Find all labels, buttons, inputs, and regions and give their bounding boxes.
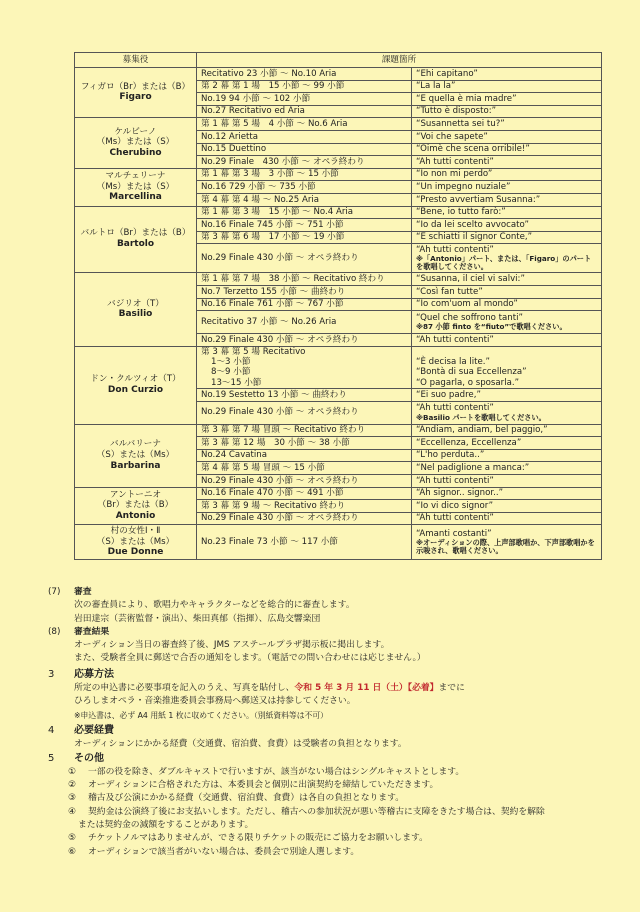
table-row: No.19 94 小節 ～ 102 小節 “E quella è mia madre” (75, 93, 602, 106)
role-bartolo: バルトロ（Br）または（B） Bartolo (75, 206, 197, 273)
deadline-date: 令和 5 年 3 月 11 日（土）【必着】 (294, 683, 439, 694)
table-row: No.19 Sestetto 13 小節 ～ 曲終わり “Ei suo padre,” (75, 388, 602, 401)
section-judging: (7) 審査 (48, 587, 92, 597)
role-antonio: アントーニオ （Br）または（B） Antonio (75, 487, 197, 525)
list-item: ③ 稽古及び公演にかかる経費（交通費、宿泊費、食費）は各自の負担となります。 (68, 793, 404, 804)
note-bartolo: ※「Antonio」パート、または、「Figaro」のパートを歌唱してください。 (416, 254, 592, 272)
table-row: 村の女性Ⅰ・Ⅱ （S）または（Ms） Due Donne No.23 Finale 73 小節 ～ 117 小節 “Amanti costanti” ※オーディションの際、上声部歌唱か、下声部歌唱かを示唆され、歌唱ください。 (75, 525, 602, 560)
table-row: No.29 Finale 430 小節 ～ オペラ終わり “Ah tutti contenti” ※「Antonio」パート、または、「Figaro」のパートを歌唱してください。 (75, 244, 602, 273)
role-cherubino: ケルビーノ （Ms）または（S） Cherubino (75, 118, 197, 168)
role-figaro: フィガロ（Br）または（B） Figaro (75, 68, 197, 118)
note-don-curzio: ※Basilio パートを歌唱してください。 (416, 412, 546, 422)
role-due-donne: 村の女性Ⅰ・Ⅱ （S）または（Ms） Due Donne (75, 525, 197, 560)
table-row: No.12 Arietta “Voi che sapete” (75, 130, 602, 143)
list-item: ⑥ オーディションで該当者がいない場合は、委員会で別途人選します。 (68, 846, 360, 857)
list-item: ④ 契約金は公演終了後にお支払いします。ただし、稽古への参加状況が悪い等稽古に支障をきたす場合は、契約を解除 (68, 806, 545, 817)
table-row: Recitativo 37 小節 ～ No.26 Aria “Quel che soffrono tanti” ※87 小節 finto を“fiuto”で歌唱ください。 (75, 311, 602, 334)
audition-role-table (74, 52, 602, 560)
table-row: バルバリーナ （S）または（Ms） Barbarina 第 3 幕 第 7 場 冒頭 ～ Recitativo 終わり “Andiam, andiam, bel paggio,” (75, 424, 602, 437)
table-row: ケルビーノ （Ms）または（S） Cherubino 第 1 幕 第 5 場 4 小節 ～ No.6 Aria “Susannetta sei tu?” (75, 118, 602, 131)
table-row: No.29 Finale 430 小節 ～ オペラ終わり “Ah tutti contenti” (75, 512, 602, 525)
note-due-donne: ※オーディションの際、上声部歌唱か、下声部歌唱かを示唆され、歌唱ください。 (416, 538, 595, 556)
table-row: 第 4 幕 第 4 場 ～ No.25 Aria “Presto avvertiam Susanna:” (75, 193, 602, 206)
list-item: ① 一部の役を除き、ダブルキャストで行いますが、該当がない場合はシングルキャストとします。 (68, 766, 465, 777)
note-basilio: ※87 小節 finto を“fiuto”で歌唱ください。 (416, 322, 567, 332)
table-row: バルトロ（Br）または（B） Bartolo 第 1 幕 第 3 場 15 小節 ～ No.4 Aria “Bene, io tutto farò:” (75, 206, 602, 219)
table-row: バジリオ（T） Basilio 第 1 幕 第 7 場 38 小節 ～ Recitativo 終わり “Susanna, il ciel vi salvi:” (75, 273, 602, 286)
table-row: 第 3 幕 第 9 場 ～ Recitativo 終わり “Io vi dico signor” (75, 500, 602, 513)
table-row: No.29 Finale 430 小節 ～ オペラ終わり “Ah tutti contenti” ※Basilio パートを歌唱してください。 (75, 401, 602, 424)
section-expenses: 4 必要経費 (48, 724, 114, 736)
table-header-row (75, 53, 602, 68)
table-row: No.16 729 小節 ～ 735 小節 “Un impegno nuziale” (75, 181, 602, 194)
role-barbarina: バルバリーナ （S）または（Ms） Barbarina (75, 424, 197, 487)
role-basilio: バジリオ（T） Basilio (75, 273, 197, 346)
table-row: No.15 Duettino “Oimè che scena orribile!” (75, 143, 602, 156)
list-item: ② オーディションに合格された方は、本委員会と個別に出演契約を締結していただきます。 (68, 780, 439, 791)
section-other: 5 その他 (48, 752, 104, 764)
table-row: フィガロ（Br）または（B） Figaro Recitativo 23 小節 ～ No.10 Aria “Ehi capitano” (75, 68, 602, 81)
table-row: No.27 Recitativo ed Aria “Tutto è disposto:” (75, 105, 602, 118)
list-item: ⑤ チケットノルマはありませんが、できる限りチケットの販売にご協力をお願いします。 (68, 833, 428, 844)
table-row: No.24 Cavatina “L'ho perduta..” (75, 449, 602, 462)
table-row: No.16 Finale 745 小節 ～ 751 小節 “Io da lei scelto avvocato” (75, 219, 602, 232)
table-row: 第 2 幕 第 1 場 15 小節 ～ 99 小節 “La la la” (75, 80, 602, 93)
table-row: No.29 Finale 430 小節 ～ オペラ終わり “Ah tutti contenti” (75, 334, 602, 347)
section-application: 3 応募方法 (48, 668, 114, 680)
list-item-continuation: または契約金の減額をすることがあります。 (78, 820, 254, 831)
section-results: (8) 審査結果 (48, 626, 110, 637)
table-row: No.29 Finale 430 小節 ～ オペラ終わり “Ah tutti contenti” (75, 156, 602, 169)
table-row: 第 3 幕 第 12 場 30 小節 ～ 38 小節 “Eccellenza, Eccellenza” (75, 437, 602, 450)
table-row: 第 4 幕 第 5 場 冒頭 ～ 15 小節 “Nel padiglione a manca:” (75, 462, 602, 475)
table-row: アントーニオ （Br）または（B） Antonio No.16 Finale 470 小節 ～ 491 小節 “Ah signor.. signor..” (75, 487, 602, 500)
header-passage: 課題箇所 (197, 53, 602, 68)
role-marcellina: マルチェリーナ （Ms）または（S） Marcellina (75, 168, 197, 206)
table-row: 第 3 幕 第 6 場 17 小節 ～ 19 小節 “E schiatti il signor Conte,” (75, 231, 602, 244)
table-row: マルチェリーナ （Ms）または（S） Marcellina 第 1 幕 第 3 場 3 小節 ～ 15 小節 “Io non mi perdo” (75, 168, 602, 181)
table-row: No.29 Finale 430 小節 ～ オペラ終わり “Ah tutti contenti” (75, 474, 602, 487)
table-row: ドン・クルツィオ（T） Don Curzio 第 3 幕 第 5 場 Recitativo 1～3 小節 8～9 小節 13～15 小節 “È decisa la lite.” “Bontà di sua Eccellenza” “O pagarla, o sposarla.” (75, 346, 602, 388)
info-sections: (7) 審査 次の審査員により、歌唱力やキャラクターなどを総合的に審査します。 岩田達宗（芸術監督・演出）、柴田真郁（指揮）、広島交響楽団 (8) 審査結果 オーディション当日の審査終了後、JMS アステールプラザ掲示板に掲出します。 また、受験者全員に郵送で合否の通知をします。（電話での問い合わせには応じません。） 3 応募方法 所定の申込書に必要事項を記入のうえ、写真を貼付し、令和 5 年 3 月 11 日（土）【必着】までに ひろしまオペラ・音楽推進委員会事務局へ郵送又は持参してください。 ※申込書は、必ず A4 用紙 1 枚に収めてください。（別紙資料等は不可） 4 必要経費 オーディションにかかる経費（交通費、宿泊費、食費）は受験者の負担となります。 5 その他 ① 一部の役を除き、ダブルキャストで行いますが、該当がない場合はシングルキャストとします。 ② オーディションに合格された方は、本委員会と個別に出演契約を締結していただきます。 ③ 稽古及び公演にかかる経費（交通費、宿泊費、食費）は各自の負担となります。 ④ 契約金は公演終了後にお支払いします。ただし、稽古への参加状況が悪い等稽古に支障をきたす場合は、契約を解除 または契約金の減額をすることがあります。 ⑤ チケットノルマはありませんが、できる限りチケットの販売にご協力をお願いします。 ⑥ オーディションで該当者がいない場合は、委員会で別途人選します。 (48, 586, 608, 859)
header-role: 募集役 (75, 53, 197, 68)
table-row: No.16 Finale 761 小節 ～ 767 小節 “Io com'uom al mondo” (75, 298, 602, 311)
role-don-curzio: ドン・クルツィオ（T） Don Curzio (75, 346, 197, 424)
table-row: No.7 Terzetto 155 小節 ～ 曲終わり “Così fan tutte” (75, 285, 602, 298)
